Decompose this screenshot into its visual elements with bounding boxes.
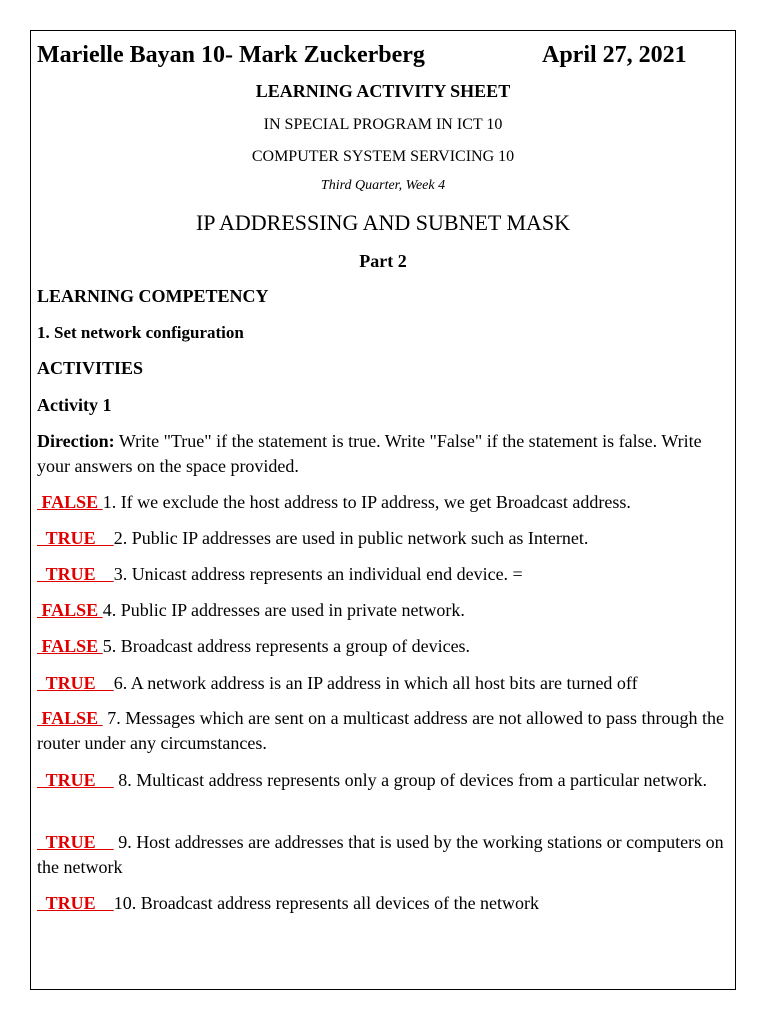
answer-blank[interactable]: FALSE <box>37 708 103 728</box>
answer-blank[interactable]: TRUE <box>37 564 114 584</box>
part-title: Part 2 <box>359 251 407 271</box>
subject-title: COMPUTER SYSTEM SERVICING 10 <box>251 148 515 165</box>
document-sheet <box>30 30 736 990</box>
direction-label: Direction: <box>37 431 115 451</box>
answer-blank[interactable]: FALSE <box>37 492 103 512</box>
statement-text: 8. Multicast address represents only a group of devices from a particular network. <box>113 770 708 790</box>
statement-text: 2. Public IP addresses are used in public network such as Internet. <box>113 528 589 548</box>
statement-text: 6. A network address is an IP address in which all host bits are turned off <box>113 673 638 693</box>
answer-blank[interactable]: TRUE <box>37 832 114 852</box>
list-item <box>37 490 731 515</box>
document-date: April 27, 2021 <box>542 42 687 68</box>
list-item <box>37 562 731 587</box>
activities-heading: ACTIVITIES <box>37 358 144 378</box>
statement-text: 9. Host addresses are addresses that is used by the working stations or computers on the network <box>37 832 724 877</box>
quarter-subtitle: Third Quarter, Week 4 <box>320 178 446 193</box>
direction-paragraph <box>37 429 731 479</box>
topic-title: IP ADDRESSING AND SUBNET MASK <box>195 210 571 235</box>
statement-text: 1. If we exclude the host address to IP address, we get Broadcast address. <box>102 492 631 512</box>
statement-text: 5. Broadcast address represents a group of devices. <box>102 636 471 656</box>
student-name: Marielle Bayan 10- Mark Zuckerberg <box>37 42 425 68</box>
document-header <box>37 40 729 70</box>
list-item <box>37 526 731 551</box>
statement-text: 7. Messages which are sent on a multicast address are not allowed to pass through the router under any circumstances. <box>37 708 725 753</box>
list-item <box>37 671 731 696</box>
answer-blank[interactable]: TRUE <box>37 528 114 548</box>
competency-item: 1. Set network configuration <box>37 323 244 342</box>
answer-blank[interactable]: TRUE <box>37 770 114 790</box>
statement-text: 10. Broadcast address represents all devices of the network <box>113 893 540 913</box>
answer-blank[interactable]: FALSE <box>37 636 103 656</box>
program-title: IN SPECIAL PROGRAM IN ICT 10 <box>263 116 503 133</box>
answer-blank[interactable]: TRUE <box>37 673 114 693</box>
list-item <box>37 634 731 659</box>
competency-heading: LEARNING COMPETENCY <box>37 286 269 306</box>
statement-text: 4. Public IP addresses are used in private network. <box>102 600 465 620</box>
activity-heading: Activity 1 <box>37 395 112 415</box>
answer-blank[interactable]: TRUE <box>37 893 114 913</box>
list-item <box>37 706 731 756</box>
list-item <box>37 768 731 793</box>
list-item <box>37 830 731 880</box>
list-item <box>37 891 731 916</box>
list-item <box>37 598 731 623</box>
answer-blank[interactable]: FALSE <box>37 600 103 620</box>
sheet-title: LEARNING ACTIVITY SHEET <box>255 81 511 101</box>
direction-text: Write "True" if the statement is true. Write "False" if the statement is false. Write your answers on the space provided. <box>37 431 702 476</box>
statement-text: 3. Unicast address represents an individual end device. = <box>113 564 523 584</box>
